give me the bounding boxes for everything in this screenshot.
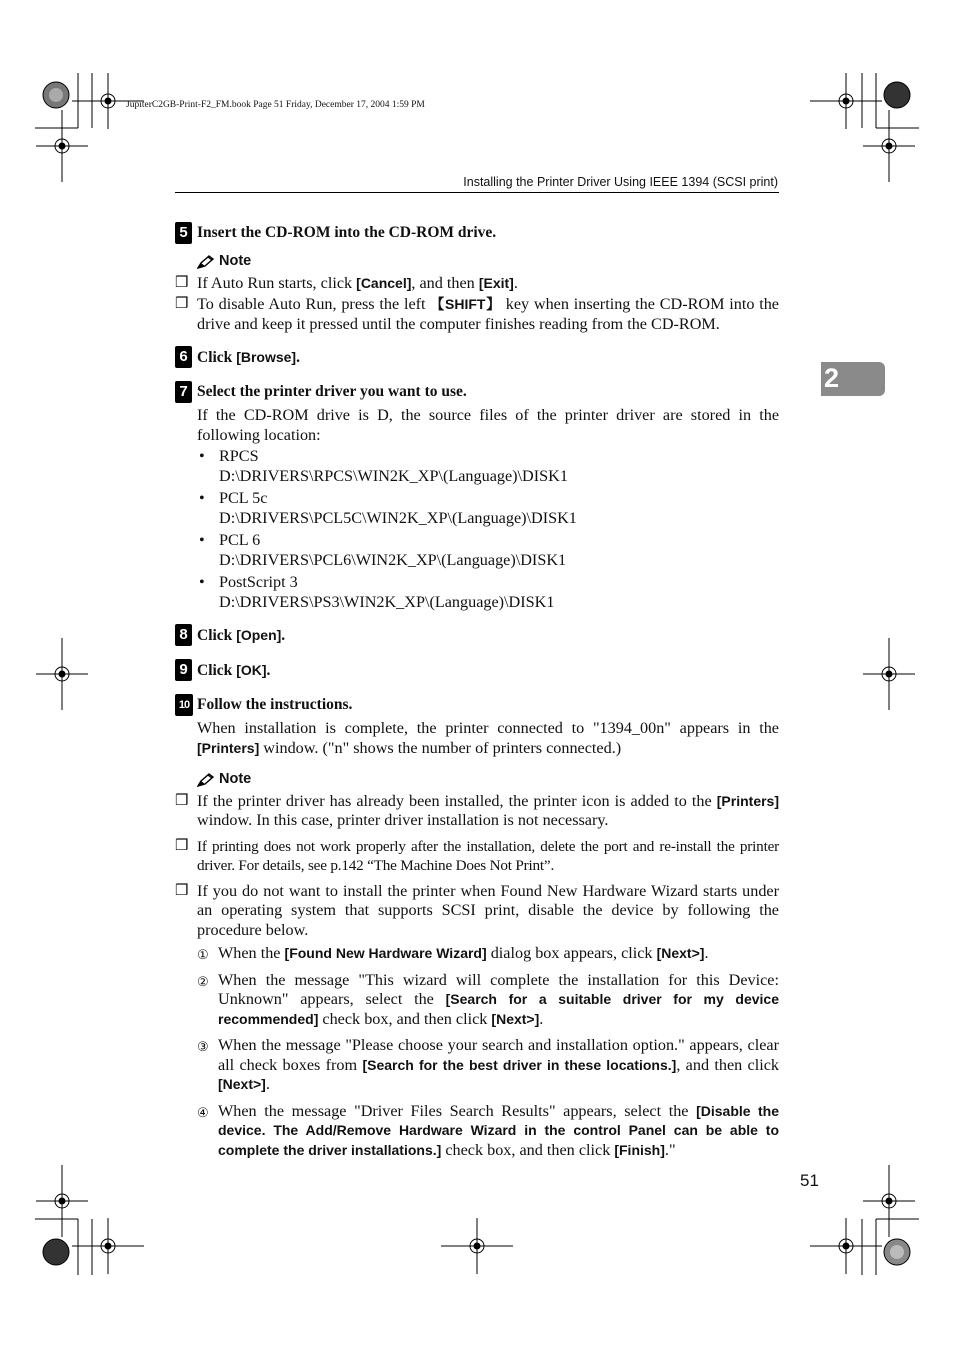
ui-label-finish: [Finish] [614,1141,665,1158]
step-title-text: . [266,662,271,679]
step-10 [175,694,779,1160]
step-title-text: Click [197,662,237,679]
ui-label-browse: [Browse] [236,349,297,365]
step-number: 9 [175,659,192,681]
bullet-icon: • [199,531,205,549]
note-item [175,837,779,876]
procedure-text: check box, and then click [318,1009,492,1028]
ui-label-next: [Next>] [656,945,705,961]
driver-name: PCL 5c [219,489,268,507]
note-text: , and then [411,273,479,292]
step-number: 6 [175,346,192,368]
step-title: Select the printer driver you want to use. [197,383,467,400]
checkbox-bullet-icon: ❒ [175,274,189,291]
ui-label-disable-device: [Disable the device. The Add/Remove Hardware Wizard in the control Panel can be able to complete the driver installations.] [218,1102,779,1158]
procedure-item [197,1102,779,1161]
procedure-text: dialog box appears, click [486,944,657,962]
procedure-text: . [539,1009,544,1028]
step-paragraph: If the CD-ROM drive is D, the source files of the printer driver are stored in the following location: [197,406,779,444]
note-text: window. In this case, printer driver installation is not necessary. [197,811,609,829]
driver-path: D:\DRIVERS\PCL5C\WIN2K_XP\(Language)\DISK1 [219,508,577,527]
chapter-tab [821,362,885,396]
circled-number: ② [197,973,209,989]
step-title [197,624,779,647]
ui-label-found-new-hardware-wizard: [Found New Hardware Wizard] [284,945,487,961]
ui-label-exit: [Exit] [478,274,514,291]
pencil-icon [197,773,215,787]
ui-label-printers: [Printers] [197,739,260,756]
procedure-item [197,944,779,964]
step-number: 8 [175,624,192,646]
step-title: Insert the CD-ROM into the CD-ROM drive. [197,224,497,241]
procedure-list [197,944,779,1160]
step-8 [175,624,779,647]
bullet-icon: • [199,447,205,465]
procedure-text: When the [218,944,285,962]
step-title [197,346,779,369]
procedure-text: , and then click [676,1055,780,1074]
step-number: 7 [175,381,192,403]
procedure-text: . [704,944,709,962]
ui-label-open: [Open] [236,627,282,643]
procedure-text: When the message "Driver Files Search Results" appears, select the [218,1101,697,1120]
procedure-text: check box, and then click [441,1140,615,1159]
procedure-item [197,1036,779,1095]
bullet-icon: • [199,489,205,507]
ui-label-printers: [Printers] [716,792,779,809]
note-heading [197,770,779,790]
ui-label-search-best-driver: [Search for the best driver in these locations.] [362,1056,677,1073]
step-title: Follow the instructions. [197,696,353,713]
step-title-text: Click [197,349,237,366]
ui-label-next: [Next>] [218,1076,266,1092]
chapter-number: 2 [824,363,840,393]
driver-list [197,447,779,612]
step-title-text: . [281,627,286,644]
page-number: 51 [800,1171,819,1190]
driver-path: D:\DRIVERS\PS3\WIN2K_XP\(Language)\DISK1 [219,592,555,611]
paragraph-text: window. ("n" shows the number of printers connected.) [259,738,622,757]
step-title-text: . [296,349,300,366]
step-number: 5 [175,222,192,244]
note-label: Note [219,253,252,269]
driver-path: D:\DRIVERS\PCL6\WIN2K_XP\(Language)\DISK1 [219,550,567,569]
list-item [197,573,779,612]
note-text: If the printer driver has already been installed, the printer icon is added to the [197,791,717,810]
step-9 [175,659,779,682]
step-paragraph [197,719,779,758]
note-text: To disable Auto Run, press the left [197,295,431,313]
note-label: Note [219,771,252,787]
note-item [175,882,779,1161]
step-7 [175,381,779,612]
ui-label-ok: [OK] [236,662,267,678]
checkbox-bullet-icon: ❒ [175,792,189,809]
note-text: If printing does not work properly after the installation, delete the port and re-install the printer driver. For details, see p.142 “The Machine Does Not Print”. [197,837,779,874]
note-text: If Auto Run starts, click [197,273,357,292]
note-item [175,274,779,294]
bullet-icon: • [199,573,205,591]
procedure-text: When the message "Please choose your search and installation option." appears, clear all check boxes from [218,1036,779,1074]
ui-label-search-suitable-driver: [Search for a suitable driver for my device recommended] [218,991,779,1027]
driver-name: PostScript 3 [219,573,298,591]
procedure-item [197,971,779,1030]
step-title-text: Click [197,627,237,644]
step-6 [175,346,779,369]
note-text: . [513,273,518,292]
ui-label-cancel: [Cancel] [356,274,412,291]
driver-name: PCL 6 [219,531,261,549]
driver-name: RPCS [219,447,259,465]
driver-path: D:\DRIVERS\RPCS\WIN2K_XP\(Language)\DISK1 [219,466,568,485]
paragraph-text: When installation is complete, the printer connected to "1394_00n" appears in the [197,719,779,737]
note-item [175,792,779,831]
key-label-shift: 【SHIFT】 [430,296,501,312]
procedure-text: . [265,1075,270,1093]
header-rule [175,192,779,193]
circled-number: ④ [197,1104,209,1120]
step-5 [175,222,779,334]
pencil-icon [197,255,215,269]
list-item [197,531,779,570]
checkbox-bullet-icon: ❒ [175,837,189,854]
ui-label-next: [Next>] [491,1010,540,1027]
procedure-text: ." [664,1140,676,1159]
checkbox-bullet-icon: ❒ [175,296,189,312]
step-title [197,659,779,682]
note-text: If you do not want to install the printer when Found New Hardware Wizard starts under an operating system that supports SCSI print, disable the device by following the procedure below. [197,881,779,939]
note-text: key when inserting the CD-ROM into the drive and keep it pressed until the computer finishes reading from the CD-ROM. [197,295,779,333]
circled-number: ③ [197,1039,209,1054]
page-content [175,222,779,1172]
checkbox-bullet-icon: ❒ [175,882,189,899]
step-number: 10 [175,694,193,716]
note-heading [197,252,779,272]
note-item [175,295,779,334]
circled-number: ① [197,947,209,962]
list-item [197,489,779,528]
running-header-title: Installing the Printer Driver Using IEEE 1394 (SCSI print) [463,175,778,189]
file-info: JupiterC2GB-Print-F2_FM.book Page 51 Friday, December 17, 2004 1:59 PM [126,100,425,110]
list-item [197,447,779,486]
procedure-text: When the message "This wizard will complete the installation for this Device: Unknown" appears, select the [218,970,779,1008]
